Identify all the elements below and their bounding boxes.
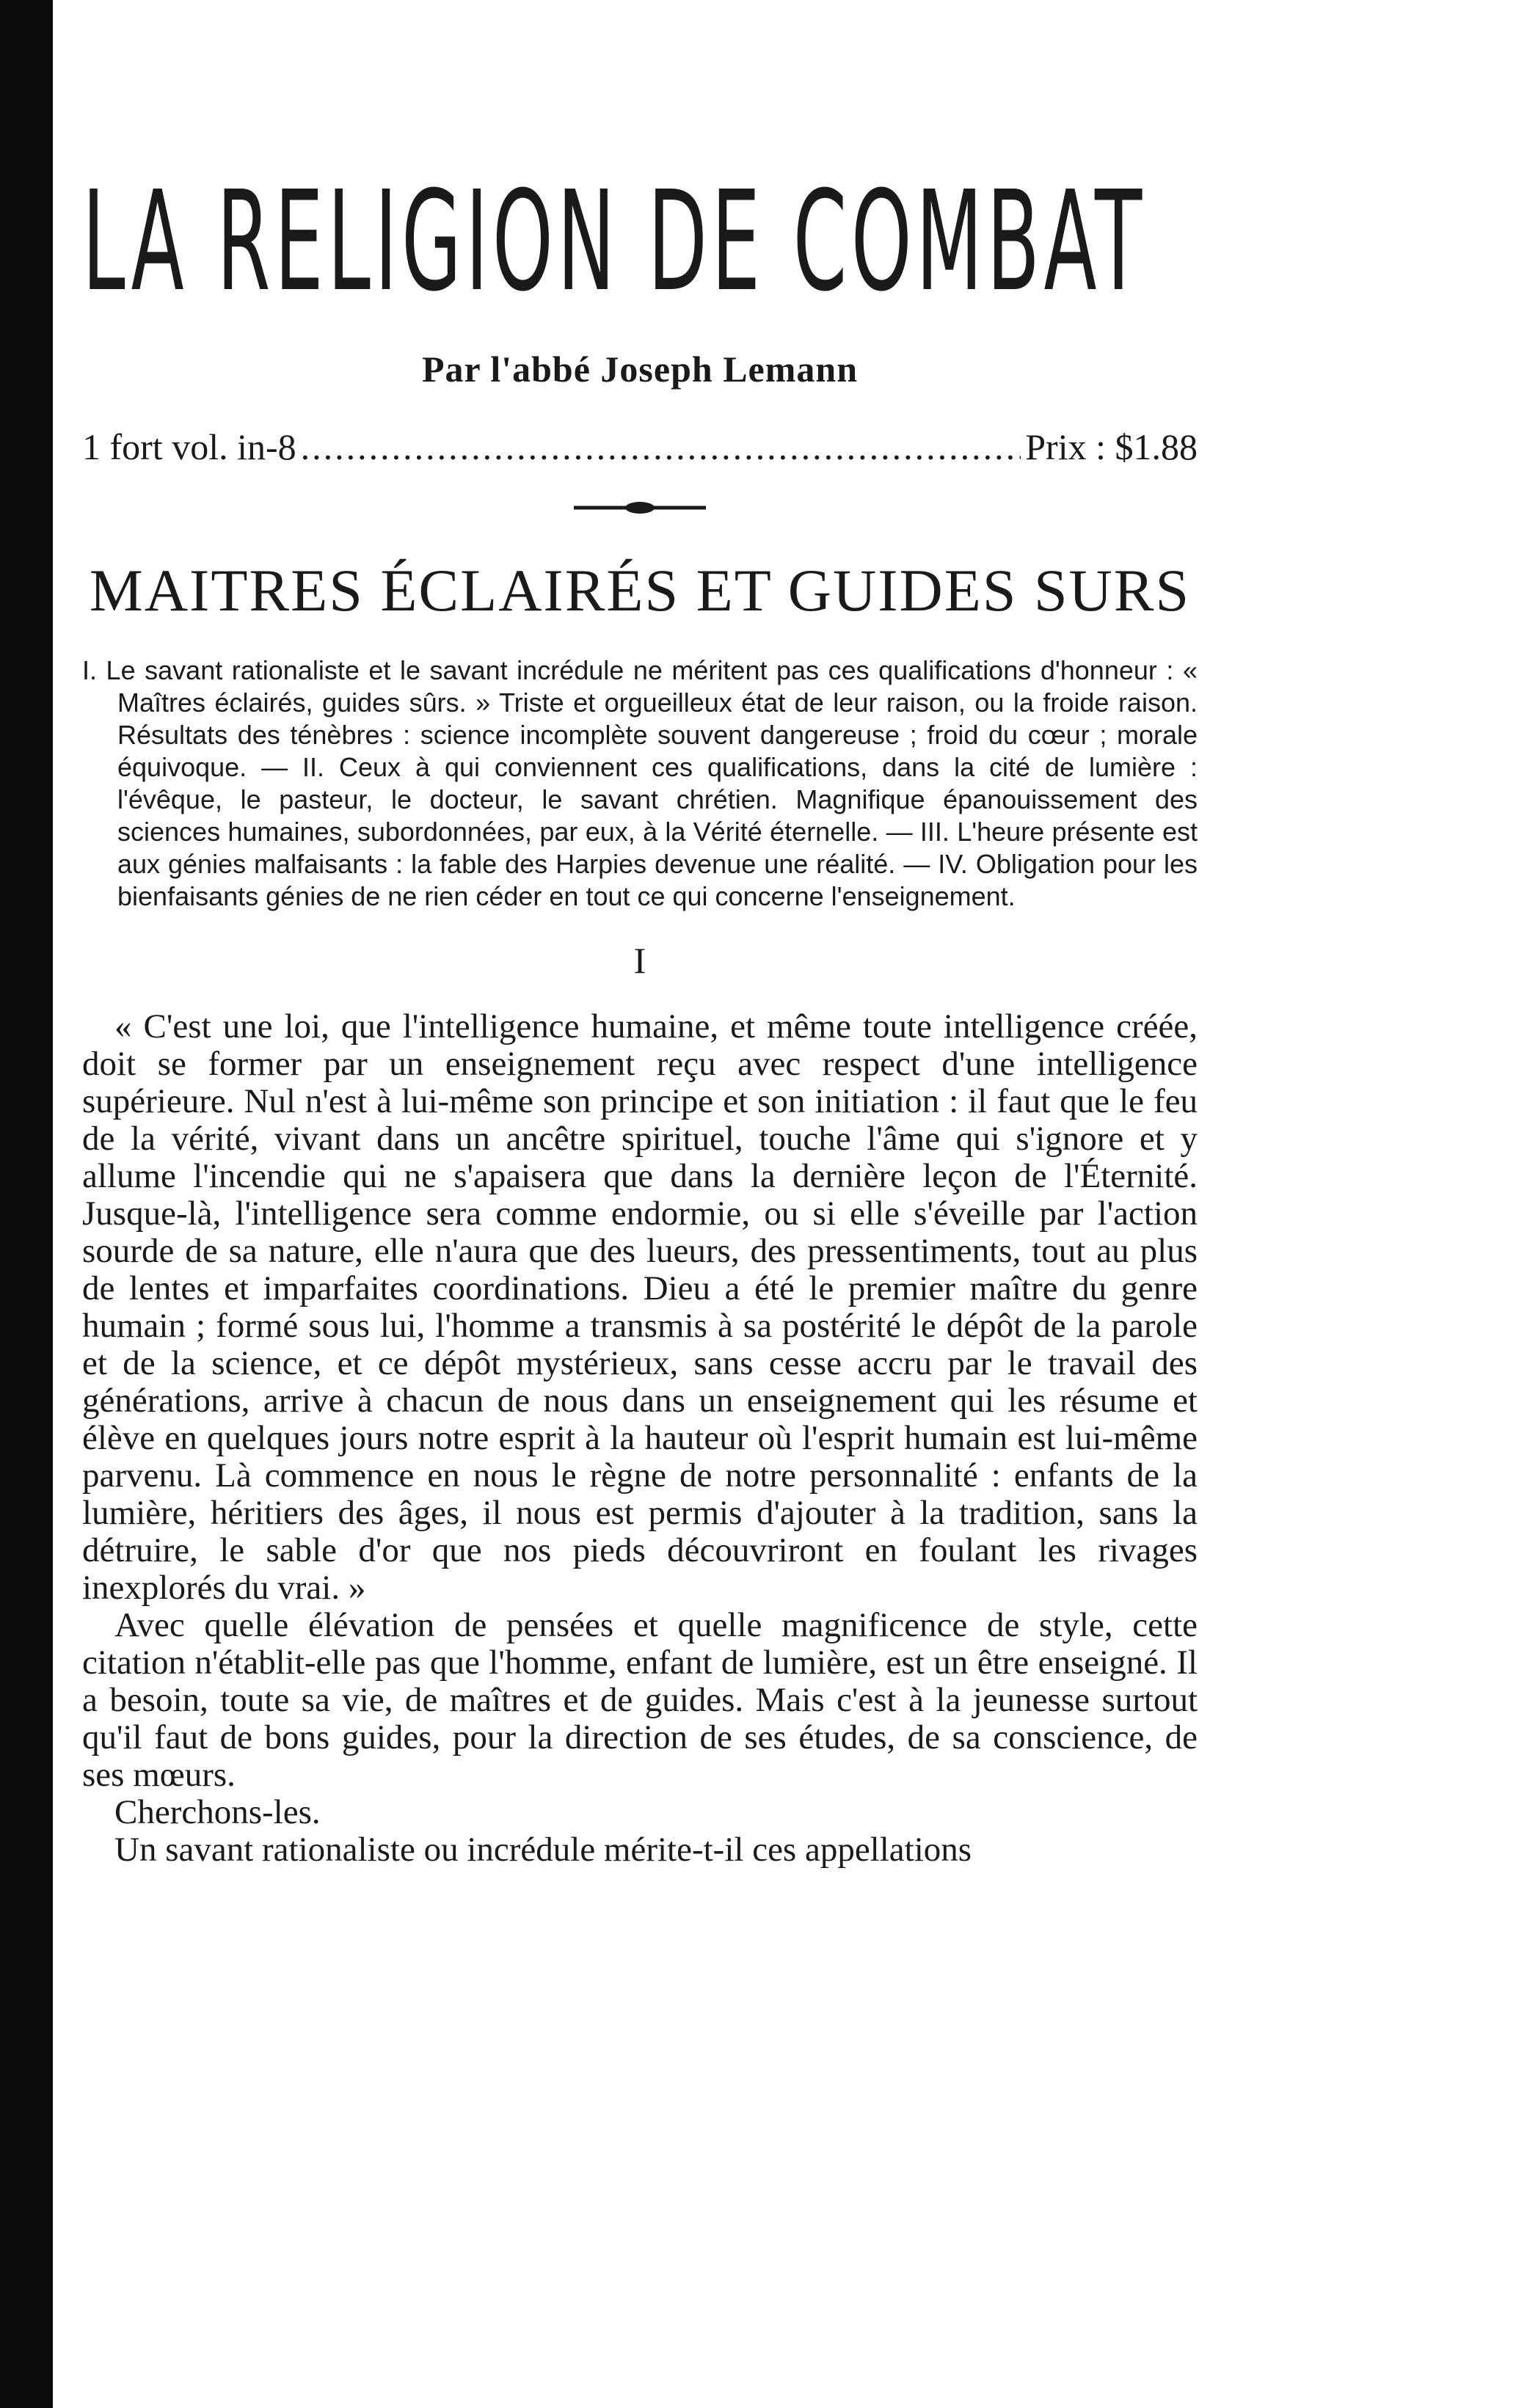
- paragraph: Un savant rationaliste ou incrédule mérite-t-il ces appellations: [114, 1831, 972, 1869]
- ornament-divider: [82, 500, 1198, 515]
- section-numeral: I: [633, 940, 646, 981]
- book-spine-edge: [0, 0, 53, 2408]
- chapter-summary: I. Le savant rationaliste et le savant incrédule ne méritent pas ces qualifications d'honneur : « Maîtres éclairés, guides sûrs. » Triste et orgueilleux état de leur raison, ou la froide raison. Résultats des ténèbres : science incomplète souvent dangereuse ; froid du cœur ; morale équivoque. — II. Ceux à qui conviennent ces qualifications, dans la cité de lumière : l'évêque, le pasteur, le docteur, le savant chrétien. Magnifique épanouissement des sciences humaines, subordonnées, par eux, à la Vérité éternelle. — III. L'heure présente est aux génies malfaisants : la fable des Harpies devenue une réalité. — IV. Obligation pour les bienfaisants génies de ne rien céder en tout ce qui concerne l'enseignement.: [82, 655, 1198, 911]
- section-title: MAITRES ÉCLAIRÉS ET GUIDES SURS: [89, 557, 1191, 624]
- price-label: Prix : $1.88: [1025, 426, 1198, 467]
- book-title: LA RELIGION DE COMBAT: [82, 161, 1146, 322]
- page-content: [82, 161, 1198, 1869]
- volume-label: 1 fort vol. in-8: [82, 426, 296, 467]
- price-line: [82, 426, 1198, 468]
- body-text: [82, 1008, 1198, 1869]
- paragraph: Avec quelle élévation de pensées et quelle magnificence de style, cette citation n'établit-elle pas que l'homme, enfant de lumière, est un être enseigné. Il a besoin, toute sa vie, de maîtres et de guides. Mais c'est à la jeunesse surtout qu'il faut de bons guides, pour la direction de ses études, de sa conscience, de ses mœurs.: [82, 1606, 1198, 1794]
- author-line: Par l'abbé Joseph Lemann: [422, 349, 858, 390]
- ornament-icon: [574, 500, 706, 515]
- paragraph: « C'est une loi, que l'intelligence humaine, et même toute intelligence créée, doit se former par un enseignement reçu avec respect d'une intelligence supérieure. Nul n'est à lui-même son principe et son initiation : il faut que le feu de la vérité, vivant dans un ancêtre spirituel, touche l'âme qui s'ignore et y allume l'incendie qui ne s'apaisera que dans la dernière leçon de l'Éternité. Jusque-là, l'intelligence sera comme endormie, ou si elle s'éveille par l'action sourde de sa nature, elle n'aura que des lueurs, des pressentiments, tout au plus de lentes et imparfaites coordinations. Dieu a été le premier maître du genre humain ; formé sous lui, l'homme a transmis à sa postérité le dépôt de la parole et de la science, et ce dépôt mystérieux, sans cesse accru par le travail des générations, arrive à chacun de nous dans un enseignement qui les résume et élève en quelques jours notre esprit à la hauteur où l'esprit humain est lui-même parvenu. Là commence en nous le règne de notre personnalité : enfants de la lumière, héritiers des âges, il nous est permis d'ajouter à la tradition, sans la détruire, le sable d'or que nos pieds découvriront en foulant les rivages inexplorés du vrai. »: [82, 1007, 1198, 1607]
- leader-dots: [301, 426, 1021, 468]
- paragraph: Cherchons-les.: [114, 1793, 321, 1831]
